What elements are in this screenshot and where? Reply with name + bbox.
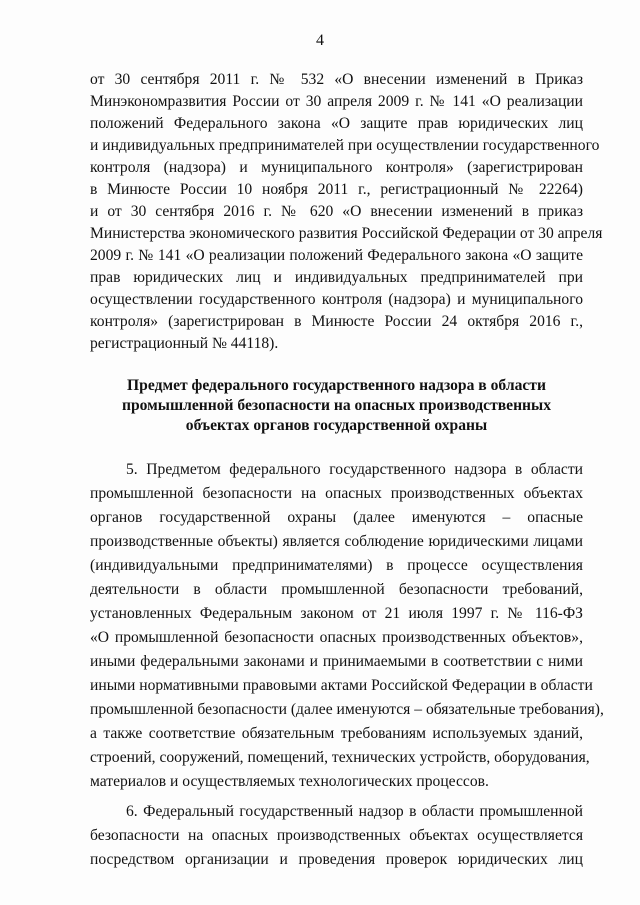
text-line: в Минюсте России 10 ноября 2011 г., регистрационный № 22264) <box>90 181 583 198</box>
text-line: посредством организации и проведения проверок юридических лиц <box>90 851 583 868</box>
text-line: и от 30 сентября 2016 г. № 620 «О внесении изменений в приказ <box>90 203 583 220</box>
text-line: строений, сооружений, помещений, технических устройств, оборудования, <box>90 749 590 766</box>
text-line: иными федеральными законами и принимаемыми в соответствии с ними <box>90 653 583 670</box>
text-line: контроля (надзора) и муниципального контроля» (зарегистрирован <box>90 159 583 176</box>
text-line: деятельности в области промышленной безопасности требований, <box>90 581 583 598</box>
text-line: материалов и осуществляемых технологических процессов. <box>90 773 489 790</box>
text-line: 5. Предметом федерального государственного надзора в области <box>126 461 583 478</box>
text-line: промышленной безопасности (далее именуются – обязательные требования), <box>90 701 604 718</box>
heading-line: объектах органов государственной охраны <box>185 417 488 434</box>
text-line: производственные объекты) является соблюдение юридическими лицами <box>90 533 583 550</box>
text-line: промышленной безопасности на опасных производственных объектах <box>90 485 583 502</box>
heading-line: промышленной безопасности на опасных производственных <box>121 397 552 414</box>
text-line: а также соответствие обязательным требованиям используемых зданий, <box>90 725 583 742</box>
text-line: установленных Федеральным законом от 21 июля 1997 г. № 116-ФЗ <box>90 605 583 622</box>
heading-line: Предмет федерального государственного надзора в области <box>127 377 546 394</box>
text-line: 6. Федеральный государственный надзор в области промышленной <box>126 803 583 820</box>
text-line: регистрационный № 44118). <box>90 335 279 352</box>
text-line: осуществлении государственного контроля (надзора) и муниципального <box>90 291 583 308</box>
text-line: от 30 сентября 2011 г. № 532 «О внесении изменений в Приказ <box>90 71 583 88</box>
text-line: контроля» (зарегистрирован в Минюсте России 24 октября 2016 г., <box>90 313 583 330</box>
text-line: прав юридических лиц и индивидуальных предпринимателей при <box>90 269 583 286</box>
text-line: и индивидуальных предпринимателей при осуществлении государственного <box>90 137 600 154</box>
text-line: иными нормативными правовыми актами Российской Федерации в области <box>90 677 593 694</box>
text-line: Минэкономразвития России от 30 апреля 2009 г. № 141 «О реализации <box>90 93 583 110</box>
text-line: «О промышленной безопасности опасных производственных объектов», <box>90 629 583 646</box>
text-line: Министерства экономического развития Российской Федерации от 30 апреля <box>90 225 603 242</box>
text-line: безопасности на опасных производственных объектах осуществляется <box>90 827 583 844</box>
text-line: положений Федерального закона «О защите прав юридических лиц <box>90 115 583 132</box>
page-number: 4 <box>316 32 324 49</box>
text-line: 2009 г. № 141 «О реализации положений Федерального закона «О защите <box>90 247 583 264</box>
text-line: (индивидуальными предпринимателями) в процессе осуществления <box>90 557 583 574</box>
text-line: органов государственной охраны (далее именуются – опасные <box>90 509 583 526</box>
